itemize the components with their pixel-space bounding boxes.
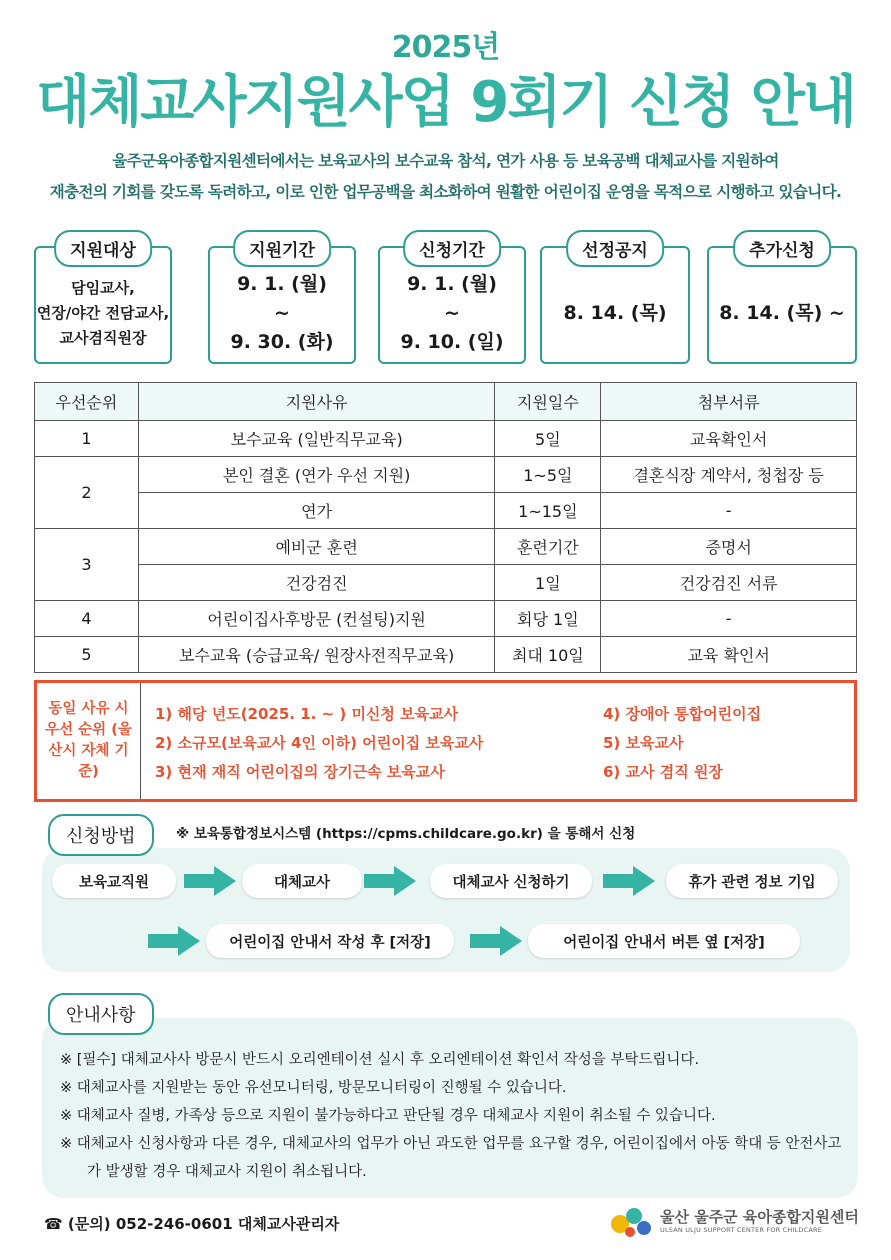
page-title: 대체교사지원사업 9회기 신청 안내 [36,70,855,135]
org-logo [608,1202,859,1240]
step-save-guide: 어린이집 안내서 버튼 옆 [저장] [528,924,800,958]
cell-docs: 증명서 [601,529,857,565]
card-extra [707,241,857,364]
table-row [35,601,857,637]
cell-reason: 본인 결혼 (연가 우선 지원) [138,457,495,493]
cell-days: 1일 [495,565,601,601]
card-announce-title: 선정공지 [566,230,664,267]
table-row [35,529,857,565]
card-apply-period-title: 신청기간 [403,230,501,267]
header-days: 지원일수 [495,383,601,421]
cell-docs: 교육 확인서 [601,637,857,673]
apply-start: 9. 1. (월) [407,272,497,295]
card-target [34,241,172,364]
table-row [35,565,857,601]
apply-sep: ~ [444,301,460,324]
header-rank: 우선순위 [35,383,139,421]
cell-docs: 건강검진 서류 [601,565,857,601]
org-logo-icon [608,1202,654,1240]
arrow-right-icon [148,925,200,957]
org-subtitle: ULSAN ULJU SUPPORT CENTER FOR CHILDCARE [660,1226,823,1234]
card-apply-period [378,241,526,364]
arrow-right-icon [603,865,655,897]
table-row [35,493,857,529]
notice-item: ※ 대체교사를 지원받는 동안 유선모니터링, 방문모니터링이 진행될 수 있습니다. [60,1080,567,1096]
table-row [35,457,857,493]
contact-info: ☎ (문의) 052-246-0601 대체교사관리자 [44,1215,340,1233]
support-start: 9. 1. (월) [237,272,327,295]
header-docs: 첨부서류 [601,383,857,421]
tie-rule-item: 1) 해당 년도(2025. 1. ~ ) 미신청 보육교사 [155,705,459,723]
notice-item: ※ 대체교사 신청사항과 다른 경우, 대체교사의 업무가 아닌 과도한 업무를 요구할 경우, 어린이집에서 아동 학대 등 안전사고가 발생할 경우 대체교사 지원이 취소됩니다. [60,1136,842,1180]
step-write-guide: 어린이집 안내서 작성 후 [저장] [206,924,454,958]
notice-list [60,1046,850,1186]
card-target-line3: 교사겸직원장 [59,328,147,347]
cell-days: 훈련기간 [495,529,601,565]
cell-days: 최대 10일 [495,637,601,673]
tie-rule-head: 동일 사유 시 우선 순위 (울산시 자체 기준) [37,683,141,799]
tie-rule-item: 2) 소규모(보육교사 4인 이하) 어린이집 보육교사 [155,734,484,752]
cell-rank: 3 [35,529,139,601]
intro-line-1: 울주군육아종합지원센터에서는 보육교사의 보수교육 참석, 연가 사용 등 보육공백 대체교사를 지원하여 [112,152,779,170]
tie-rule-item: 6) 교사 겸직 원장 [603,763,723,781]
cell-reason: 연가 [138,493,495,529]
tie-rule-item: 3) 현재 재직 어린이집의 장기근속 보육교사 [155,763,445,781]
step-apply: 대체교사 신청하기 [430,864,592,898]
notice-item: ※ 대체교사 질병, 가족상 등으로 지원이 불가능하다고 판단될 경우 대체교사 지원이 취소될 수 있습니다. [60,1108,716,1124]
card-target-title: 지원대상 [54,230,152,267]
tie-rule-box [34,680,857,802]
intro-text [0,146,891,208]
arrow-right-icon [470,925,522,957]
cell-reason: 어린이집사후방문 (컨설팅)지원 [138,601,495,637]
method-title: 신청방법 [48,814,154,856]
card-apply-period-body [380,270,524,356]
card-announce [540,241,690,364]
card-announce-body [542,270,688,356]
cell-docs: 결혼식장 계약서, 청첩장 등 [601,457,857,493]
card-target-body [36,270,170,356]
card-extra-title: 추가신청 [733,230,831,267]
card-support-period-body [210,270,354,356]
cell-rank: 5 [35,637,139,673]
extra-date: 8. 14. (목) ~ [719,301,845,324]
cell-rank: 1 [35,421,139,457]
apply-end: 9. 10. (일) [400,330,504,353]
cell-docs: 교육확인서 [601,421,857,457]
card-target-line1: 담임교사, [71,278,135,297]
cell-days: 1~5일 [495,457,601,493]
cell-days: 회당 1일 [495,601,601,637]
notice-title: 안내사항 [48,993,154,1035]
priority-table [34,382,857,673]
support-end: 9. 30. (화) [230,330,334,353]
cell-days: 5일 [495,421,601,457]
cell-reason: 보수교육 (승급교육/ 원장사전직무교육) [138,637,495,673]
org-name: 울산 울주군 육아종합지원센터 [660,1208,859,1226]
cell-docs: - [601,493,857,529]
header-reason: 지원사유 [138,383,495,421]
cell-reason: 건강검진 [138,565,495,601]
card-support-period-title: 지원기간 [233,230,331,267]
arrow-right-icon [184,865,236,897]
table-row [35,637,857,673]
year-label: 2025년 [391,30,500,65]
intro-line-2: 재충전의 기회를 갖도록 독려하고, 이로 인한 업무공백을 최소화하여 원활한 어린이집 운영을 목적으로 시행하고 있습니다. [49,183,842,201]
table-row [35,421,857,457]
arrow-right-icon [364,865,416,897]
table-header-row [35,383,857,421]
step-substitute: 대체교사 [242,864,362,898]
notice-item: ※ [필수] 대체교사사 방문시 반드시 오리엔테이션 실시 후 오리엔테이션 확인서 작성을 부탁드립니다. [60,1052,700,1068]
announce-date: 8. 14. (목) [563,301,667,324]
cell-reason: 보수교육 (일반직무교육) [138,421,495,457]
cell-rank: 4 [35,601,139,637]
support-sep: ~ [274,301,290,324]
cell-reason: 예비군 훈련 [138,529,495,565]
card-extra-body [709,270,855,356]
step-vacation-info: 휴가 관련 정보 기입 [666,864,838,898]
card-target-line2: 연장/야간 전담교사, [36,303,170,322]
cell-days: 1~15일 [495,493,601,529]
step-staff: 보육교직원 [52,864,176,898]
tie-rule-items [141,683,854,799]
card-support-period [208,241,356,364]
cell-docs: - [601,601,857,637]
tie-rule-item: 5) 보육교사 [603,734,684,752]
method-note: ※ 보육통합정보시스템 (https://cpms.childcare.go.kr) 을 통해서 신청 [176,826,636,842]
tie-rule-item: 4) 장애아 통합어린이집 [603,705,762,723]
cell-rank: 2 [35,457,139,529]
